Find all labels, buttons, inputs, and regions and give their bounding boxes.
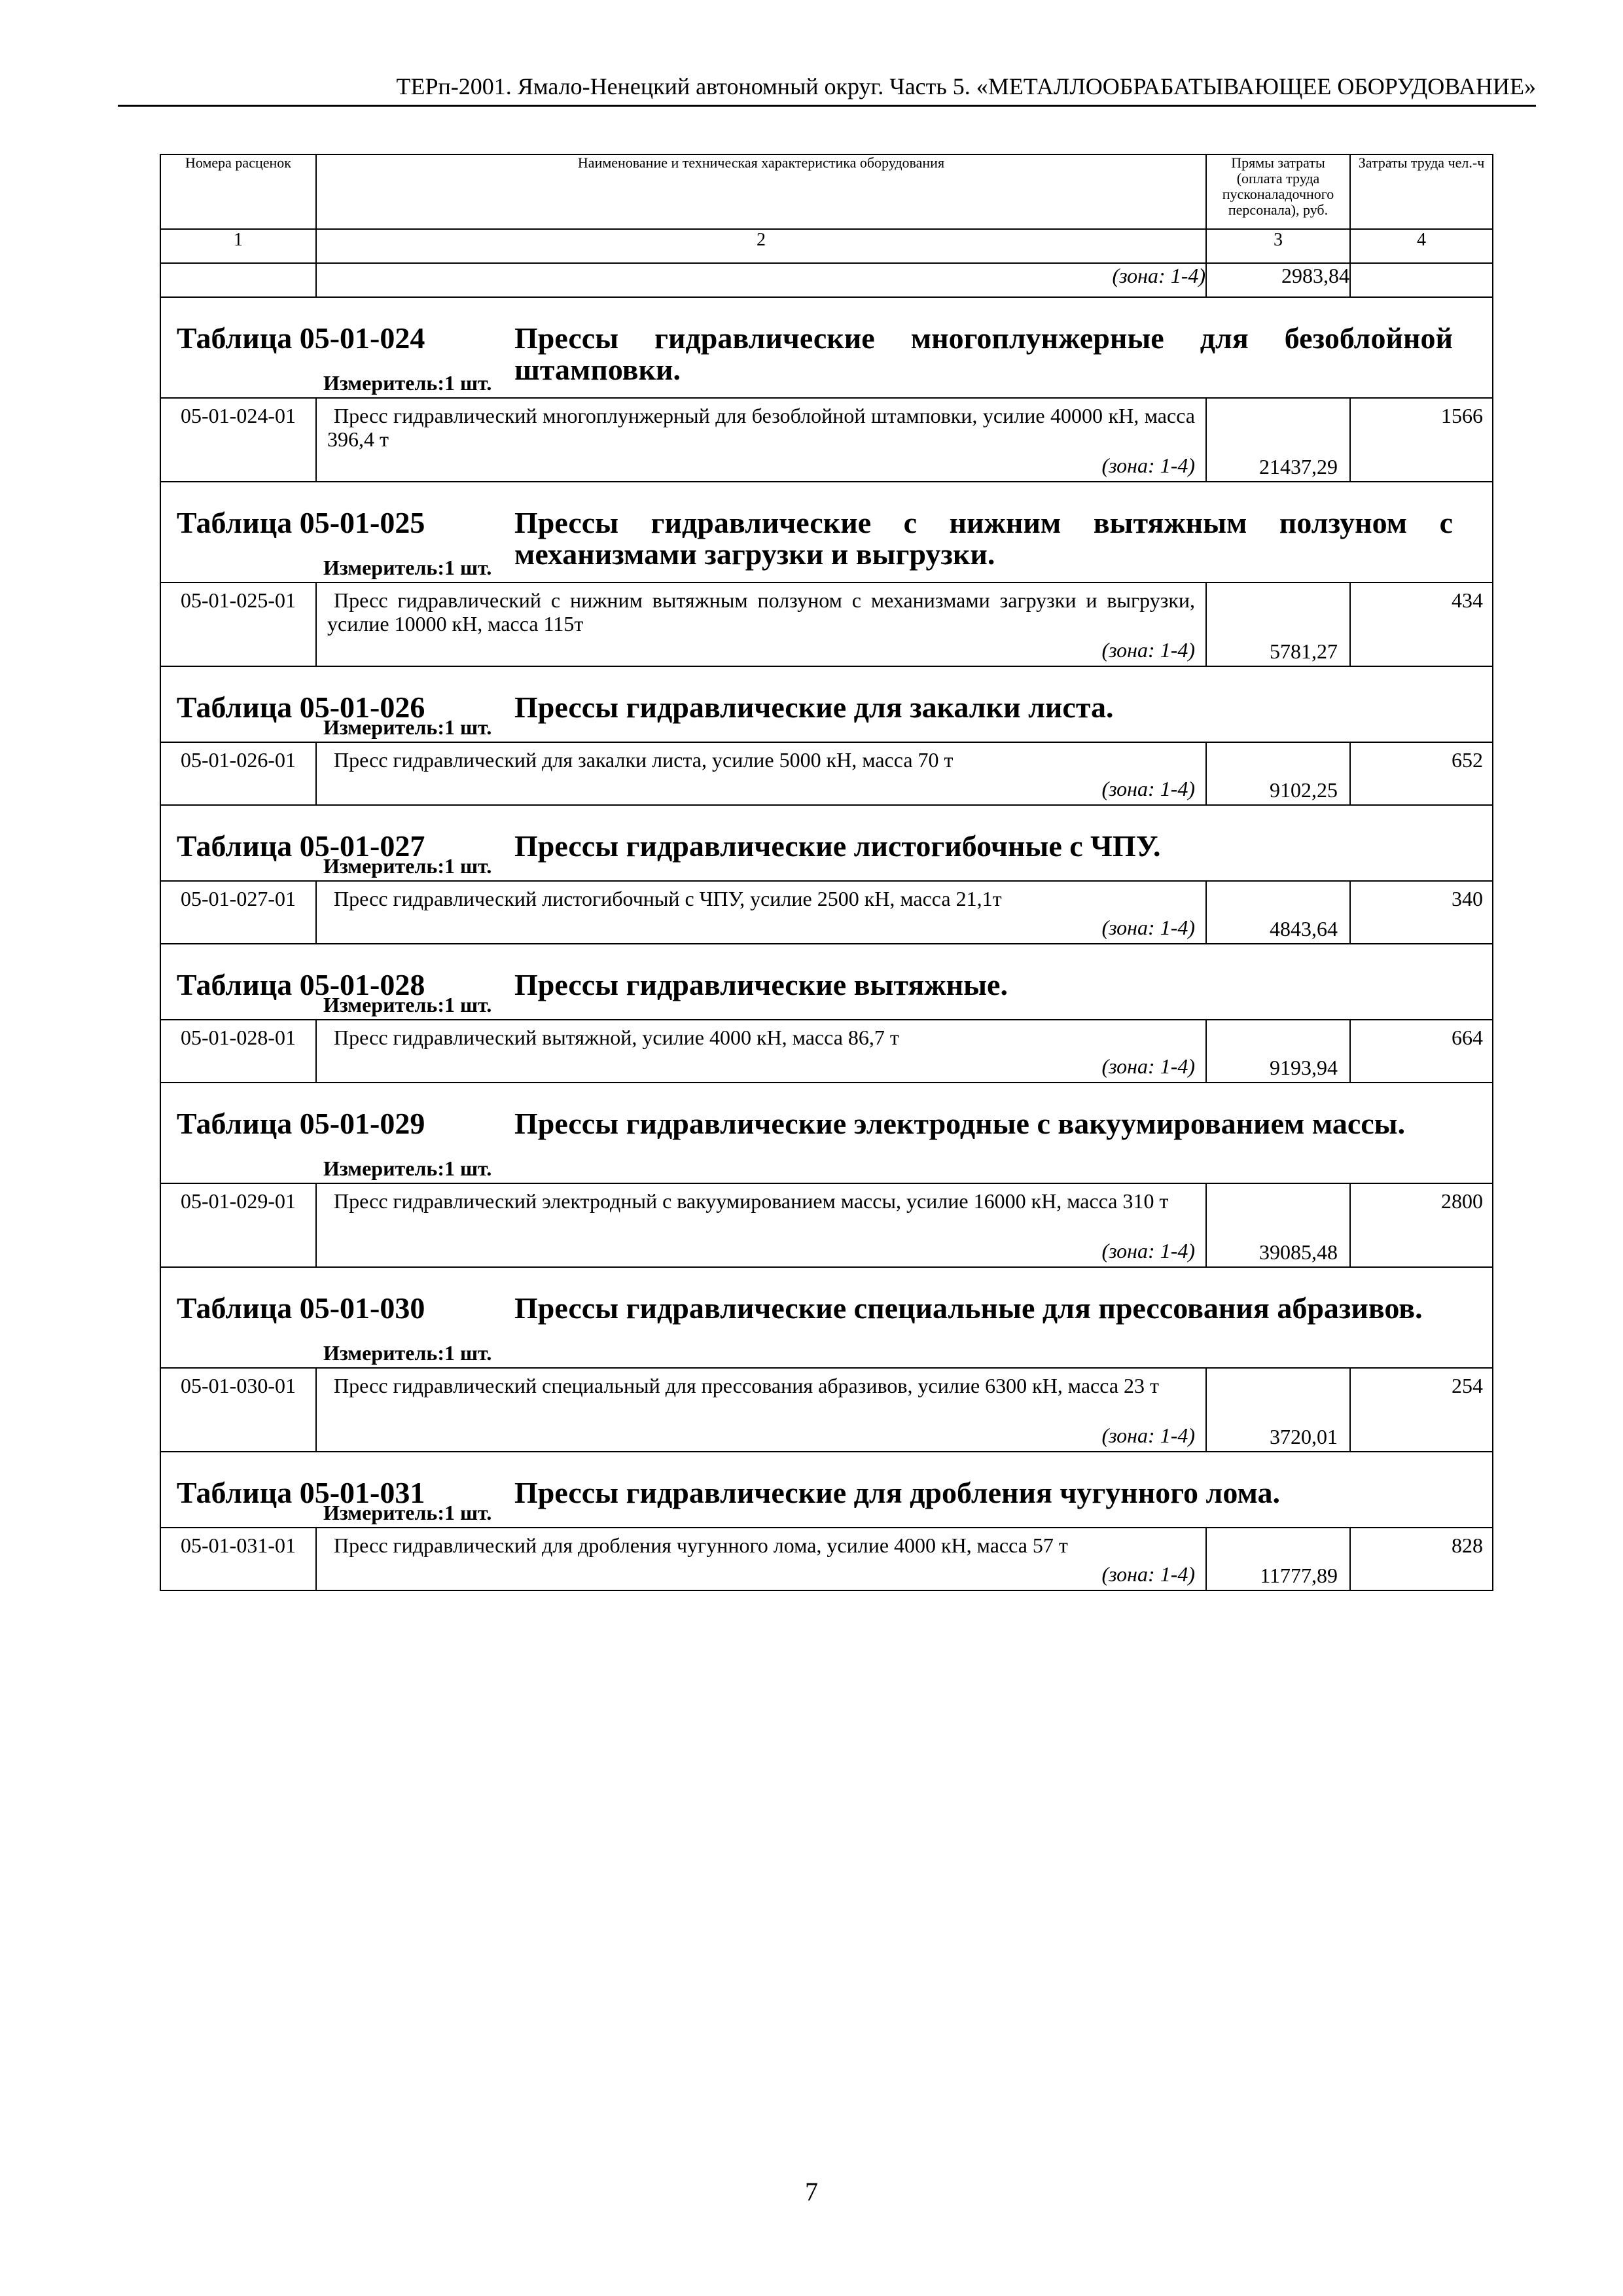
measure-unit: Измеритель:1 шт. bbox=[323, 993, 492, 1016]
table-label: Таблица 05-01-028 bbox=[177, 968, 425, 1001]
running-header: ТЕРп-2001. Ямало-Ненецкий автономный округ. Часть 5. «МЕТАЛЛООБРАБАТЫВАЮЩЕЕ ОБОРУДОВАНИЕ» bbox=[396, 73, 1536, 99]
rate-code: 05-01-024-01 bbox=[160, 398, 316, 482]
rates-table bbox=[160, 154, 1493, 1591]
rate-code: 05-01-025-01 bbox=[160, 583, 316, 666]
measure-unit: Измеритель:1 шт. bbox=[323, 715, 492, 739]
column-numbers-row bbox=[160, 229, 1493, 263]
table-row bbox=[160, 742, 1493, 805]
equipment-description: Пресс гидравлический специальный для прессования абразивов, усилие 6300 кН, масса 23 т bbox=[334, 1374, 1160, 1397]
direct-cost: 39085,48 bbox=[1259, 1240, 1338, 1264]
labor-cost: 664 bbox=[1350, 1020, 1493, 1083]
table-title-row bbox=[160, 805, 1493, 881]
rate-code: 05-01-028-01 bbox=[160, 1020, 316, 1083]
col-num-3: 3 bbox=[1206, 229, 1350, 263]
equipment-description: Пресс гидравлический для дробления чугунного лома, усилие 4000 кН, масса 57 т bbox=[334, 1534, 1068, 1557]
col-header-name: Наименование и техническая характеристика оборудования bbox=[316, 154, 1206, 229]
page-number: 7 bbox=[805, 2177, 818, 2206]
table-title: Прессы гидравлические вытяжные. bbox=[514, 968, 1008, 1001]
measure-unit: Измеритель:1 шт. bbox=[323, 556, 492, 579]
labor-cost: 828 bbox=[1350, 1528, 1493, 1590]
table-header-row bbox=[160, 154, 1493, 229]
measure-unit: Измеритель:1 шт. bbox=[323, 1501, 492, 1524]
table-title-row bbox=[160, 1267, 1493, 1368]
labor-cost: 254 bbox=[1350, 1368, 1493, 1452]
measure-unit: Измеритель:1 шт. bbox=[323, 371, 492, 395]
col-header-codes: Номера расценок bbox=[160, 154, 316, 229]
continuation-price: 2983,84 bbox=[1206, 263, 1350, 297]
table-title: Прессы гидравлические для закалки листа. bbox=[514, 691, 1114, 724]
direct-cost: 11777,89 bbox=[1260, 1564, 1338, 1587]
zone-label: (зона: 1-4) bbox=[1101, 916, 1195, 939]
direct-cost: 21437,29 bbox=[1259, 455, 1338, 478]
equipment-description: Пресс гидравлический вытяжной, усилие 4000 кН, масса 86,7 т bbox=[334, 1026, 899, 1049]
table-title: Прессы гидравлические электродные с вакуумированием массы. bbox=[514, 1107, 1406, 1140]
measure-unit: Измеритель:1 шт. bbox=[323, 1341, 492, 1365]
continuation-row bbox=[160, 263, 1493, 297]
zone-label: (зона: 1-4) bbox=[1101, 1424, 1195, 1447]
col-num-2: 2 bbox=[316, 229, 1206, 263]
table-row bbox=[160, 1528, 1493, 1590]
rate-code: 05-01-031-01 bbox=[160, 1528, 316, 1590]
table-row bbox=[160, 1368, 1493, 1452]
table-title-row bbox=[160, 944, 1493, 1020]
col-header-direct-costs: Прямы затраты (оплата труда пусконаладочного персонала), руб. bbox=[1206, 154, 1350, 229]
labor-cost: 434 bbox=[1350, 583, 1493, 666]
table-label: Таблица 05-01-029 bbox=[177, 1107, 425, 1140]
table-row bbox=[160, 1183, 1493, 1267]
equipment-description: Пресс гидравлический листогибочный с ЧПУ, усилие 2500 кН, масса 21,1т bbox=[334, 887, 1002, 910]
measure-unit: Измеритель:1 шт. bbox=[323, 854, 492, 878]
zone-label: (зона: 1-4) bbox=[1101, 638, 1195, 662]
rate-code: 05-01-029-01 bbox=[160, 1183, 316, 1267]
labor-cost: 2800 bbox=[1350, 1183, 1493, 1267]
continuation-zone: (зона: 1-4) bbox=[316, 263, 1206, 297]
table-row bbox=[160, 1020, 1493, 1083]
rate-code: 05-01-030-01 bbox=[160, 1368, 316, 1452]
table-row bbox=[160, 881, 1493, 944]
equipment-description: Пресс гидравлический электродный с вакуумированием массы, усилие 16000 кН, масса 310 т bbox=[334, 1189, 1169, 1213]
zone-label: (зона: 1-4) bbox=[1101, 454, 1195, 477]
direct-cost: 4843,64 bbox=[1270, 917, 1338, 941]
labor-cost: 340 bbox=[1350, 881, 1493, 944]
col-num-1: 1 bbox=[160, 229, 316, 263]
equipment-description: Пресс гидравлический с нижним вытяжным ползуном с механизмами загрузки и выгрузки, усилие 10000 кН, масса 115т bbox=[327, 588, 1195, 636]
table-title: Прессы гидравлические с нижним вытяжным ползуном с механизмами загрузки и выгрузки. bbox=[514, 506, 1453, 571]
equipment-description: Пресс гидравлический для закалки листа, усилие 5000 кН, масса 70 т bbox=[334, 748, 954, 772]
table-title: Прессы гидравлические листогибочные с ЧПУ. bbox=[514, 829, 1161, 863]
table-sections bbox=[160, 297, 1493, 1590]
table-title: Прессы гидравлические для дробления чугунного лома. bbox=[514, 1476, 1280, 1509]
header-rule bbox=[118, 105, 1536, 107]
table-row bbox=[160, 583, 1493, 666]
table-title-row bbox=[160, 666, 1493, 742]
table-title: Прессы гидравлические специальные для прессования абразивов. bbox=[514, 1291, 1423, 1325]
col-header-labor: Затраты труда чел.-ч bbox=[1350, 154, 1493, 229]
table-row bbox=[160, 398, 1493, 482]
zone-label: (зона: 1-4) bbox=[1101, 1054, 1195, 1078]
table-title-row bbox=[160, 297, 1493, 398]
table-title-row bbox=[160, 1452, 1493, 1528]
labor-cost: 652 bbox=[1350, 742, 1493, 805]
table-label: Таблица 05-01-024 bbox=[177, 321, 425, 355]
table-title-row bbox=[160, 1083, 1493, 1183]
direct-cost: 5781,27 bbox=[1270, 639, 1338, 663]
zone-label: (зона: 1-4) bbox=[1101, 1562, 1195, 1586]
measure-unit: Измеритель:1 шт. bbox=[323, 1157, 492, 1180]
direct-cost: 3720,01 bbox=[1270, 1425, 1338, 1448]
zone-label: (зона: 1-4) bbox=[1101, 1239, 1195, 1263]
equipment-description: Пресс гидравлический многоплунжерный для безоблойной штамповки, усилие 40000 кН, масса 396,4 т bbox=[327, 404, 1195, 451]
labor-cost: 1566 bbox=[1350, 398, 1493, 482]
table-label: Таблица 05-01-027 bbox=[177, 829, 425, 863]
zone-label: (зона: 1-4) bbox=[1101, 777, 1195, 800]
direct-cost: 9102,25 bbox=[1270, 778, 1338, 802]
direct-cost: 9193,94 bbox=[1270, 1056, 1338, 1079]
table-title: Прессы гидравлические многоплунжерные для безоблойной штамповки. bbox=[514, 321, 1453, 386]
table-title-row bbox=[160, 482, 1493, 583]
table-label: Таблица 05-01-026 bbox=[177, 691, 425, 724]
table-label: Таблица 05-01-025 bbox=[177, 506, 425, 539]
col-num-4: 4 bbox=[1350, 229, 1493, 263]
table-label: Таблица 05-01-030 bbox=[177, 1291, 425, 1325]
table-label: Таблица 05-01-031 bbox=[177, 1476, 425, 1509]
rate-code: 05-01-027-01 bbox=[160, 881, 316, 944]
rate-code: 05-01-026-01 bbox=[160, 742, 316, 805]
